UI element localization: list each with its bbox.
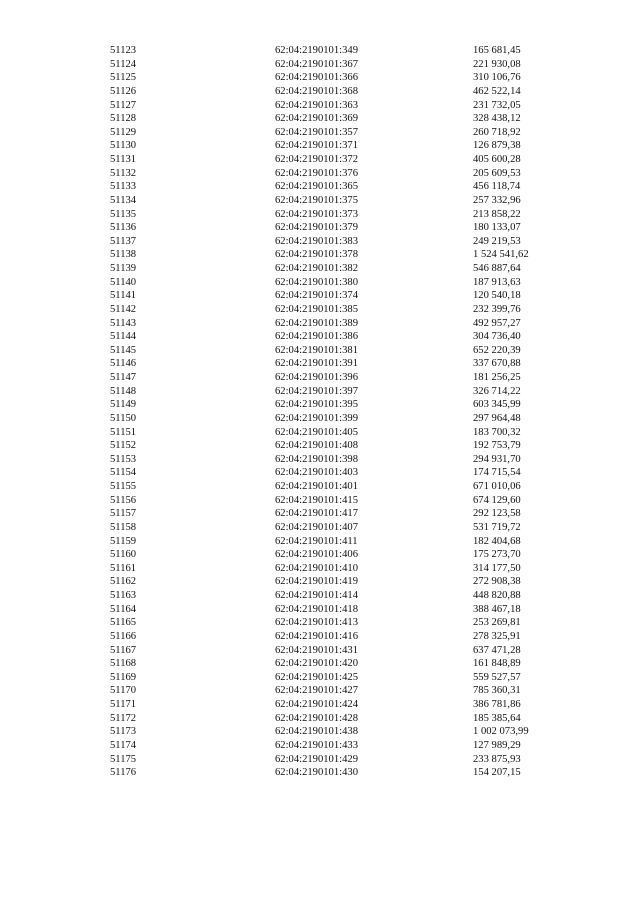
table-row: [0, 698, 640, 712]
cadastral-value-cell: 182 404,68: [473, 535, 521, 547]
cadastral-value-cell: 294 931,70: [473, 453, 521, 465]
cadastral-number-cell: 62:04:2190101:397: [275, 385, 358, 397]
cadastral-number-cell: 62:04:2190101:378: [275, 249, 358, 261]
row-number-cell: 51125: [110, 72, 137, 84]
row-number-cell: 51152: [110, 440, 137, 452]
table-row: [0, 535, 640, 549]
cadastral-number-cell: 62:04:2190101:371: [275, 140, 358, 152]
cadastral-value-cell: 386 781,86: [473, 699, 521, 710]
cadastral-value-cell: 1 002 073,99: [473, 726, 529, 738]
cadastral-number-cell: 62:04:2190101:424: [275, 699, 358, 710]
row-number-cell: 51130: [110, 140, 137, 152]
cadastral-value-cell: 180 133,07: [473, 222, 521, 234]
cadastral-number-cell: 62:04:2190101:410: [275, 562, 358, 574]
cadastral-value-cell: 462 522,14: [473, 85, 521, 97]
row-number-cell: 51123: [110, 45, 137, 56]
cadastral-value-cell: 249 219,53: [473, 235, 521, 247]
cadastral-value-table: [0, 44, 640, 780]
row-number-cell: 51143: [110, 317, 137, 329]
row-number-cell: 51160: [110, 549, 137, 561]
cadastral-number-cell: 62:04:2190101:403: [275, 467, 358, 479]
table-row: [0, 494, 640, 508]
row-number-cell: 51155: [110, 481, 137, 492]
cadastral-number-cell: 62:04:2190101:398: [275, 453, 358, 465]
row-number-cell: 51149: [110, 399, 137, 411]
table-row: [0, 644, 640, 658]
table-row: [0, 357, 640, 371]
row-number-cell: 51126: [110, 85, 137, 97]
table-row: [0, 753, 640, 767]
cadastral-number-cell: 62:04:2190101:389: [275, 317, 358, 329]
row-number-cell: 51139: [110, 263, 137, 274]
cadastral-value-cell: 205 609,53: [473, 167, 521, 179]
cadastral-number-cell: 62:04:2190101:406: [275, 549, 358, 561]
cadastral-number-cell: 62:04:2190101:391: [275, 358, 358, 370]
table-row: [0, 99, 640, 113]
table-row: [0, 439, 640, 453]
table-row: [0, 453, 640, 467]
cadastral-value-cell: 161 848,89: [473, 658, 521, 670]
cadastral-number-cell: 62:04:2190101:386: [275, 331, 358, 343]
cadastral-value-cell: 127 989,29: [473, 739, 521, 751]
cadastral-value-cell: 165 681,45: [473, 45, 521, 56]
cadastral-number-cell: 62:04:2190101:413: [275, 617, 358, 629]
cadastral-value-cell: 120 540,18: [473, 290, 521, 302]
row-number-cell: 51175: [110, 753, 137, 765]
cadastral-number-cell: 62:04:2190101:425: [275, 671, 358, 683]
row-number-cell: 51167: [110, 644, 137, 656]
row-number-cell: 51128: [110, 113, 137, 125]
row-number-cell: 51127: [110, 99, 137, 111]
row-number-cell: 51156: [110, 494, 137, 506]
table-row: [0, 521, 640, 535]
cadastral-value-cell: 337 670,88: [473, 358, 521, 370]
row-number-cell: 51134: [110, 194, 137, 206]
table-row: [0, 112, 640, 126]
row-number-cell: 51132: [110, 167, 137, 179]
row-number-cell: 51146: [110, 358, 137, 370]
table-row: [0, 507, 640, 521]
table-row: [0, 712, 640, 726]
table-row: [0, 289, 640, 303]
cadastral-number-cell: 62:04:2190101:367: [275, 58, 358, 70]
cadastral-value-cell: 326 714,22: [473, 385, 521, 397]
row-number-cell: 51171: [110, 699, 137, 710]
row-number-cell: 51138: [110, 249, 137, 261]
cadastral-value-cell: 304 736,40: [473, 331, 521, 343]
cadastral-number-cell: 62:04:2190101:357: [275, 126, 358, 138]
row-number-cell: 51150: [110, 412, 137, 424]
table-row: [0, 603, 640, 617]
cadastral-value-cell: 221 930,08: [473, 58, 521, 70]
cadastral-value-cell: 292 123,58: [473, 508, 521, 520]
table-row: [0, 616, 640, 630]
cadastral-number-cell: 62:04:2190101:414: [275, 590, 358, 601]
cadastral-value-cell: 213 858,22: [473, 208, 521, 220]
table-row: [0, 371, 640, 385]
table-row: [0, 630, 640, 644]
table-row: [0, 412, 640, 426]
cadastral-value-cell: 185 385,64: [473, 712, 521, 724]
cadastral-number-cell: 62:04:2190101:438: [275, 726, 358, 738]
table-row: [0, 44, 640, 58]
cadastral-number-cell: 62:04:2190101:418: [275, 603, 358, 615]
row-number-cell: 51141: [110, 290, 137, 302]
cadastral-number-cell: 62:04:2190101:363: [275, 99, 358, 111]
table-row: [0, 480, 640, 494]
cadastral-number-cell: 62:04:2190101:420: [275, 658, 358, 670]
cadastral-value-cell: 785 360,31: [473, 685, 521, 697]
cadastral-number-cell: 62:04:2190101:383: [275, 235, 358, 247]
row-number-cell: 51154: [110, 467, 137, 479]
cadastral-number-cell: 62:04:2190101:407: [275, 521, 358, 533]
row-number-cell: 51174: [110, 739, 137, 751]
cadastral-value-cell: 328 438,12: [473, 113, 521, 125]
row-number-cell: 51145: [110, 344, 137, 356]
row-number-cell: 51129: [110, 126, 137, 138]
row-number-cell: 51144: [110, 331, 137, 343]
cadastral-value-cell: 154 207,15: [473, 767, 521, 779]
table-row: [0, 657, 640, 671]
cadastral-number-cell: 62:04:2190101:427: [275, 685, 358, 697]
table-row: [0, 548, 640, 562]
cadastral-value-cell: 652 220,39: [473, 344, 521, 356]
row-number-cell: 51142: [110, 303, 137, 315]
row-number-cell: 51164: [110, 603, 137, 615]
cadastral-number-cell: 62:04:2190101:419: [275, 576, 358, 588]
table-row: [0, 317, 640, 331]
cadastral-number-cell: 62:04:2190101:401: [275, 481, 358, 492]
table-row: [0, 180, 640, 194]
cadastral-value-cell: 174 715,54: [473, 467, 521, 479]
cadastral-value-cell: 637 471,28: [473, 644, 521, 656]
row-number-cell: 51137: [110, 235, 137, 247]
row-number-cell: 51151: [110, 426, 137, 438]
cadastral-value-cell: 181 256,25: [473, 372, 521, 383]
cadastral-number-cell: 62:04:2190101:374: [275, 290, 358, 302]
row-number-cell: 51166: [110, 630, 137, 642]
table-row: [0, 71, 640, 85]
cadastral-number-cell: 62:04:2190101:385: [275, 303, 358, 315]
row-number-cell: 51124: [110, 58, 137, 70]
cadastral-number-cell: 62:04:2190101:376: [275, 167, 358, 179]
row-number-cell: 51147: [110, 372, 137, 383]
table-row: [0, 562, 640, 576]
cadastral-value-cell: 257 332,96: [473, 194, 521, 206]
cadastral-number-cell: 62:04:2190101:428: [275, 712, 358, 724]
cadastral-value-cell: 388 467,18: [473, 603, 521, 615]
table-row: [0, 276, 640, 290]
cadastral-number-cell: 62:04:2190101:372: [275, 154, 358, 165]
cadastral-number-cell: 62:04:2190101:396: [275, 372, 358, 383]
cadastral-number-cell: 62:04:2190101:366: [275, 72, 358, 84]
table-row: [0, 126, 640, 140]
cadastral-value-cell: 192 753,79: [473, 440, 521, 452]
cadastral-value-cell: 559 527,57: [473, 671, 521, 683]
row-number-cell: 51170: [110, 685, 137, 697]
table-row: [0, 398, 640, 412]
cadastral-number-cell: 62:04:2190101:411: [275, 535, 358, 547]
cadastral-value-cell: 448 820,88: [473, 590, 521, 601]
cadastral-number-cell: 62:04:2190101:365: [275, 181, 358, 193]
cadastral-value-cell: 233 875,93: [473, 753, 521, 765]
row-number-cell: 51153: [110, 453, 137, 465]
cadastral-value-cell: 297 964,48: [473, 412, 521, 424]
table-row: [0, 575, 640, 589]
cadastral-value-cell: 603 345,99: [473, 399, 521, 411]
table-row: [0, 58, 640, 72]
cadastral-number-cell: 62:04:2190101:429: [275, 753, 358, 765]
table-row: [0, 725, 640, 739]
row-number-cell: 51162: [110, 576, 137, 588]
cadastral-number-cell: 62:04:2190101:395: [275, 399, 358, 411]
row-number-cell: 51157: [110, 508, 137, 520]
table-row: [0, 426, 640, 440]
table-row: [0, 671, 640, 685]
cadastral-number-cell: 62:04:2190101:405: [275, 426, 358, 438]
cadastral-number-cell: 62:04:2190101:417: [275, 508, 358, 520]
cadastral-value-cell: 183 700,32: [473, 426, 521, 438]
row-number-cell: 51133: [110, 181, 137, 193]
row-number-cell: 51169: [110, 671, 137, 683]
table-row: [0, 262, 640, 276]
table-row: [0, 766, 640, 780]
table-row: [0, 235, 640, 249]
row-number-cell: 51140: [110, 276, 137, 288]
cadastral-number-cell: 62:04:2190101:431: [275, 644, 358, 656]
table-row: [0, 385, 640, 399]
cadastral-value-cell: 253 269,81: [473, 617, 521, 629]
table-row: [0, 466, 640, 480]
row-number-cell: 51163: [110, 590, 137, 601]
table-row: [0, 167, 640, 181]
table-row: [0, 739, 640, 753]
cadastral-value-cell: 231 732,05: [473, 99, 521, 111]
cadastral-value-cell: 187 913,63: [473, 276, 521, 288]
table-row: [0, 139, 640, 153]
cadastral-value-cell: 531 719,72: [473, 521, 521, 533]
cadastral-value-cell: 456 118,74: [473, 181, 521, 193]
cadastral-value-cell: 232 399,76: [473, 303, 521, 315]
table-row: [0, 589, 640, 603]
cadastral-value-cell: 175 273,70: [473, 549, 521, 561]
cadastral-number-cell: 62:04:2190101:408: [275, 440, 358, 452]
row-number-cell: 51131: [110, 154, 137, 165]
row-number-cell: 51148: [110, 385, 137, 397]
row-number-cell: 51136: [110, 222, 137, 234]
cadastral-value-cell: 405 600,28: [473, 154, 521, 165]
cadastral-number-cell: 62:04:2190101:433: [275, 739, 358, 751]
cadastral-value-cell: 272 908,38: [473, 576, 521, 588]
row-number-cell: 51168: [110, 658, 137, 670]
cadastral-number-cell: 62:04:2190101:381: [275, 344, 358, 356]
row-number-cell: 51172: [110, 712, 137, 724]
cadastral-number-cell: 62:04:2190101:349: [275, 45, 358, 56]
table-row: [0, 303, 640, 317]
cadastral-value-cell: 492 957,27: [473, 317, 521, 329]
row-number-cell: 51173: [110, 726, 137, 738]
row-number-cell: 51159: [110, 535, 137, 547]
cadastral-number-cell: 62:04:2190101:373: [275, 208, 358, 220]
table-row: [0, 153, 640, 167]
cadastral-value-cell: 310 106,76: [473, 72, 521, 84]
cadastral-number-cell: 62:04:2190101:380: [275, 276, 358, 288]
table-row: [0, 221, 640, 235]
cadastral-number-cell: 62:04:2190101:379: [275, 222, 358, 234]
cadastral-number-cell: 62:04:2190101:369: [275, 113, 358, 125]
cadastral-value-cell: 671 010,06: [473, 481, 521, 492]
cadastral-number-cell: 62:04:2190101:416: [275, 630, 358, 642]
table-row: [0, 194, 640, 208]
cadastral-value-cell: 278 325,91: [473, 630, 521, 642]
cadastral-value-cell: 314 177,50: [473, 562, 521, 574]
cadastral-value-cell: 674 129,60: [473, 494, 521, 506]
cadastral-number-cell: 62:04:2190101:375: [275, 194, 358, 206]
cadastral-number-cell: 62:04:2190101:415: [275, 494, 358, 506]
table-row: [0, 85, 640, 99]
cadastral-value-cell: 546 887,64: [473, 263, 521, 274]
row-number-cell: 51135: [110, 208, 137, 220]
cadastral-value-cell: 1 524 541,62: [473, 249, 529, 261]
row-number-cell: 51158: [110, 521, 137, 533]
cadastral-number-cell: 62:04:2190101:399: [275, 412, 358, 424]
table-row: [0, 684, 640, 698]
table-row: [0, 344, 640, 358]
cadastral-number-cell: 62:04:2190101:368: [275, 85, 358, 97]
row-number-cell: 51176: [110, 767, 137, 779]
cadastral-number-cell: 62:04:2190101:430: [275, 767, 358, 779]
row-number-cell: 51165: [110, 617, 137, 629]
table-row: [0, 248, 640, 262]
row-number-cell: 51161: [110, 562, 137, 574]
table-row: [0, 208, 640, 222]
cadastral-value-cell: 126 879,38: [473, 140, 521, 152]
cadastral-number-cell: 62:04:2190101:382: [275, 263, 358, 274]
cadastral-value-cell: 260 718,92: [473, 126, 521, 138]
table-row: [0, 330, 640, 344]
